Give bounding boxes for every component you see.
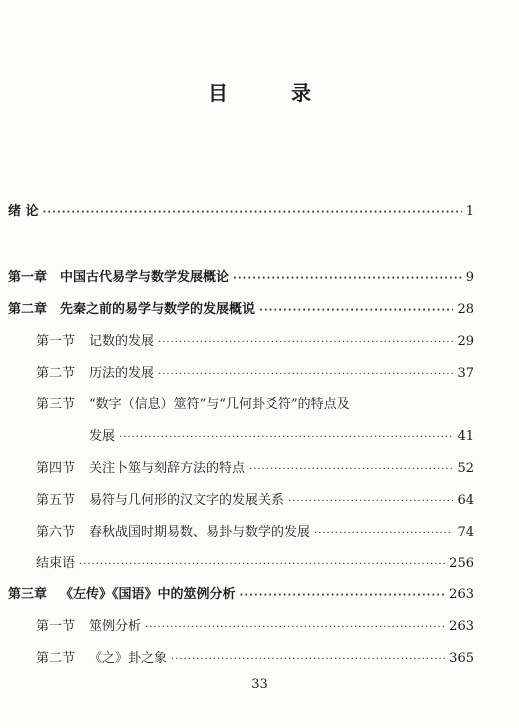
section-number: 第一节: [36, 334, 76, 349]
dot-leader: [79, 559, 445, 570]
toc-entry-label: 结束语: [36, 556, 76, 571]
toc-entry-section-3: [36, 393, 474, 412]
section-number: 第六节: [36, 525, 76, 540]
toc-entry-section-4: [36, 457, 474, 476]
section-number: 第二节: [36, 651, 76, 666]
toc-entry-section-1: [36, 330, 474, 349]
chapter-number: 第二章: [8, 302, 48, 317]
dot-leader: [259, 305, 453, 316]
dot-leader: [158, 337, 453, 348]
toc-page-number: 263: [449, 587, 474, 602]
section-number: 第二节: [36, 366, 76, 381]
toc-page-number: 256: [449, 556, 474, 571]
section-title: 关注卜筮与刻辞方法的特点: [89, 461, 246, 476]
dot-leader: [43, 207, 462, 218]
dot-leader: [240, 590, 446, 601]
toc-page-number: 28: [457, 302, 474, 317]
chapter-number: 第一章: [8, 270, 48, 285]
page-number: 33: [251, 677, 268, 692]
toc-page-number: 64: [457, 493, 474, 508]
toc-page-number: 1: [465, 204, 474, 219]
section-number: 第一节: [36, 619, 76, 634]
toc-entry-chapter-1: [8, 266, 474, 285]
chapter-title: 先秦之前的易学与数学的发展概说: [60, 302, 256, 317]
chapter-number: 第三章: [8, 587, 48, 602]
toc-page-number: 41: [457, 429, 474, 444]
toc-entry-intro: [8, 200, 474, 219]
toc-page-number: 37: [457, 366, 474, 381]
toc-entry-conclusion: [36, 552, 474, 571]
section-number: 第四节: [36, 461, 76, 476]
section-title: 春秋战国时期易数、易卦与数学的发展: [89, 525, 311, 540]
page-title: 目 录: [208, 81, 339, 105]
toc-entry-chapter-3-section-2: [36, 647, 474, 666]
section-number: 第三节: [36, 397, 76, 412]
toc-entry-section-2: [36, 362, 474, 381]
toc-page-number: 52: [457, 461, 474, 476]
toc-page-number: 9: [465, 270, 474, 285]
dot-leader: [249, 464, 453, 475]
dot-leader: [288, 496, 453, 507]
section-title: 易符与几何形的汉文字的发展关系: [89, 493, 285, 508]
section-title-continued: 发展: [89, 429, 116, 444]
dot-leader: [145, 622, 445, 633]
toc-entry-chapter-2: [8, 298, 474, 317]
toc-entry-section-3-continued: [89, 425, 474, 444]
section-title: 记数的发展: [89, 334, 155, 349]
toc-entry-section-6: [36, 521, 474, 540]
dot-leader: [314, 528, 453, 539]
toc-page-number: 365: [449, 651, 474, 666]
chapter-title: 《左传》《国语》中的筮例分析: [60, 587, 236, 602]
section-title: 历法的发展: [89, 366, 155, 381]
dot-leader: [233, 273, 462, 284]
toc-entry-section-5: [36, 489, 474, 508]
toc-page-number: 263: [449, 619, 474, 634]
toc-entry-chapter-3: [8, 583, 474, 602]
dot-leader: [158, 369, 453, 380]
toc-entry-chapter-3-section-1: [36, 615, 474, 634]
toc-page-number: 29: [457, 334, 474, 349]
section-title: 筮例分析: [89, 619, 142, 634]
toc-page-number: 74: [457, 525, 474, 540]
chapter-title: 中国古代易学与数学发展概论: [60, 270, 230, 285]
section-title: “数字（信息）筮符”与“几何卦爻符”的特点及: [89, 397, 350, 412]
section-number: 第五节: [36, 493, 76, 508]
toc-entry-label: 绪 论: [8, 204, 39, 219]
dot-leader: [171, 654, 445, 665]
section-title: 《之》卦之象: [89, 651, 168, 666]
dot-leader: [119, 432, 453, 443]
